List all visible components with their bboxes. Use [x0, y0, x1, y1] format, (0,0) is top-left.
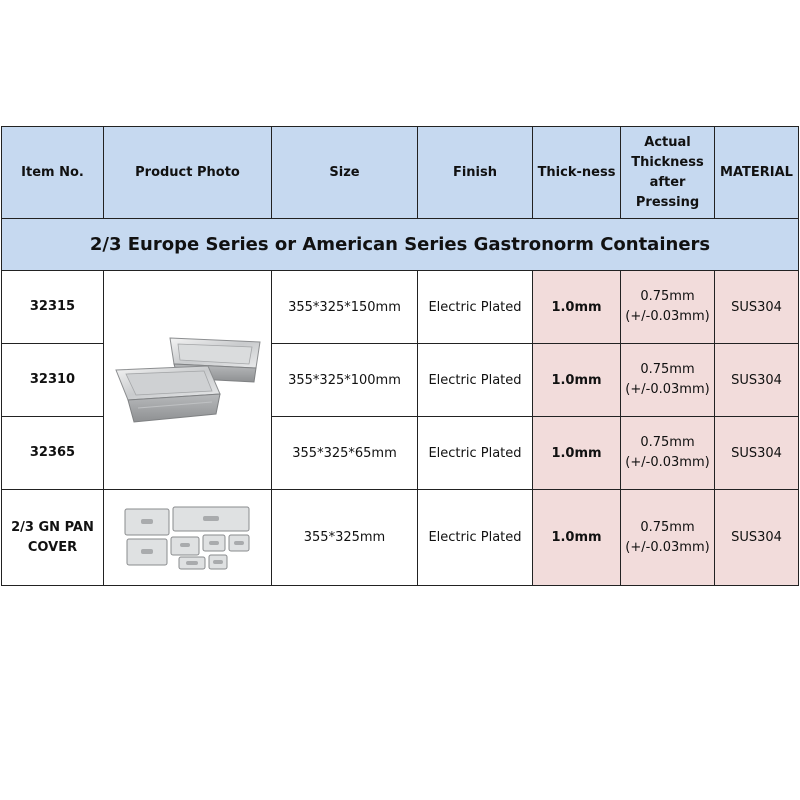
item-no-cell: 2/3 GN PAN COVER	[2, 490, 104, 586]
header-actual-thickness: Actual Thickness after Pressing	[621, 127, 715, 219]
thickness-cell: 1.0mm	[533, 344, 621, 417]
size-cell: 355*325*150mm	[272, 271, 418, 344]
actual-thickness-cell: 0.75mm (+/-0.03mm)	[621, 344, 715, 417]
thickness-cell: 1.0mm	[533, 490, 621, 586]
item-no-cell: 32310	[2, 344, 104, 417]
header-finish: Finish	[418, 127, 533, 219]
table-row	[2, 490, 799, 586]
table-header-row	[2, 127, 799, 219]
thickness-cell: 1.0mm	[533, 417, 621, 490]
header-material: MATERIAL	[715, 127, 799, 219]
material-cell: SUS304	[715, 271, 799, 344]
size-cell: 355*325*100mm	[272, 344, 418, 417]
actual-thickness-cell: 0.75mm (+/-0.03mm)	[621, 417, 715, 490]
header-product-photo: Product Photo	[104, 127, 272, 219]
header-item-no: Item No.	[2, 127, 104, 219]
product-photo-pans	[104, 271, 272, 490]
material-cell: SUS304	[715, 490, 799, 586]
gastronorm-pans-image	[108, 330, 268, 430]
material-cell: SUS304	[715, 417, 799, 490]
item-no-cell: 32365	[2, 417, 104, 490]
actual-thickness-cell: 0.75mm (+/-0.03mm)	[621, 490, 715, 586]
gastronorm-covers-image	[123, 505, 253, 571]
thickness-cell: 1.0mm	[533, 271, 621, 344]
finish-cell: Electric Plated	[418, 490, 533, 586]
size-cell: 355*325*65mm	[272, 417, 418, 490]
item-no-cell: 32315	[2, 271, 104, 344]
spec-table	[1, 126, 799, 586]
table-row	[2, 271, 799, 344]
actual-thickness-cell: 0.75mm (+/-0.03mm)	[621, 271, 715, 344]
header-size: Size	[272, 127, 418, 219]
series-title-row	[2, 219, 799, 271]
finish-cell: Electric Plated	[418, 417, 533, 490]
series-title: 2/3 Europe Series or American Series Gastronorm Containers	[2, 219, 799, 271]
finish-cell: Electric Plated	[418, 271, 533, 344]
size-cell: 355*325mm	[272, 490, 418, 586]
header-thickness: Thick-ness	[533, 127, 621, 219]
material-cell: SUS304	[715, 344, 799, 417]
finish-cell: Electric Plated	[418, 344, 533, 417]
product-photo-covers	[104, 490, 272, 586]
